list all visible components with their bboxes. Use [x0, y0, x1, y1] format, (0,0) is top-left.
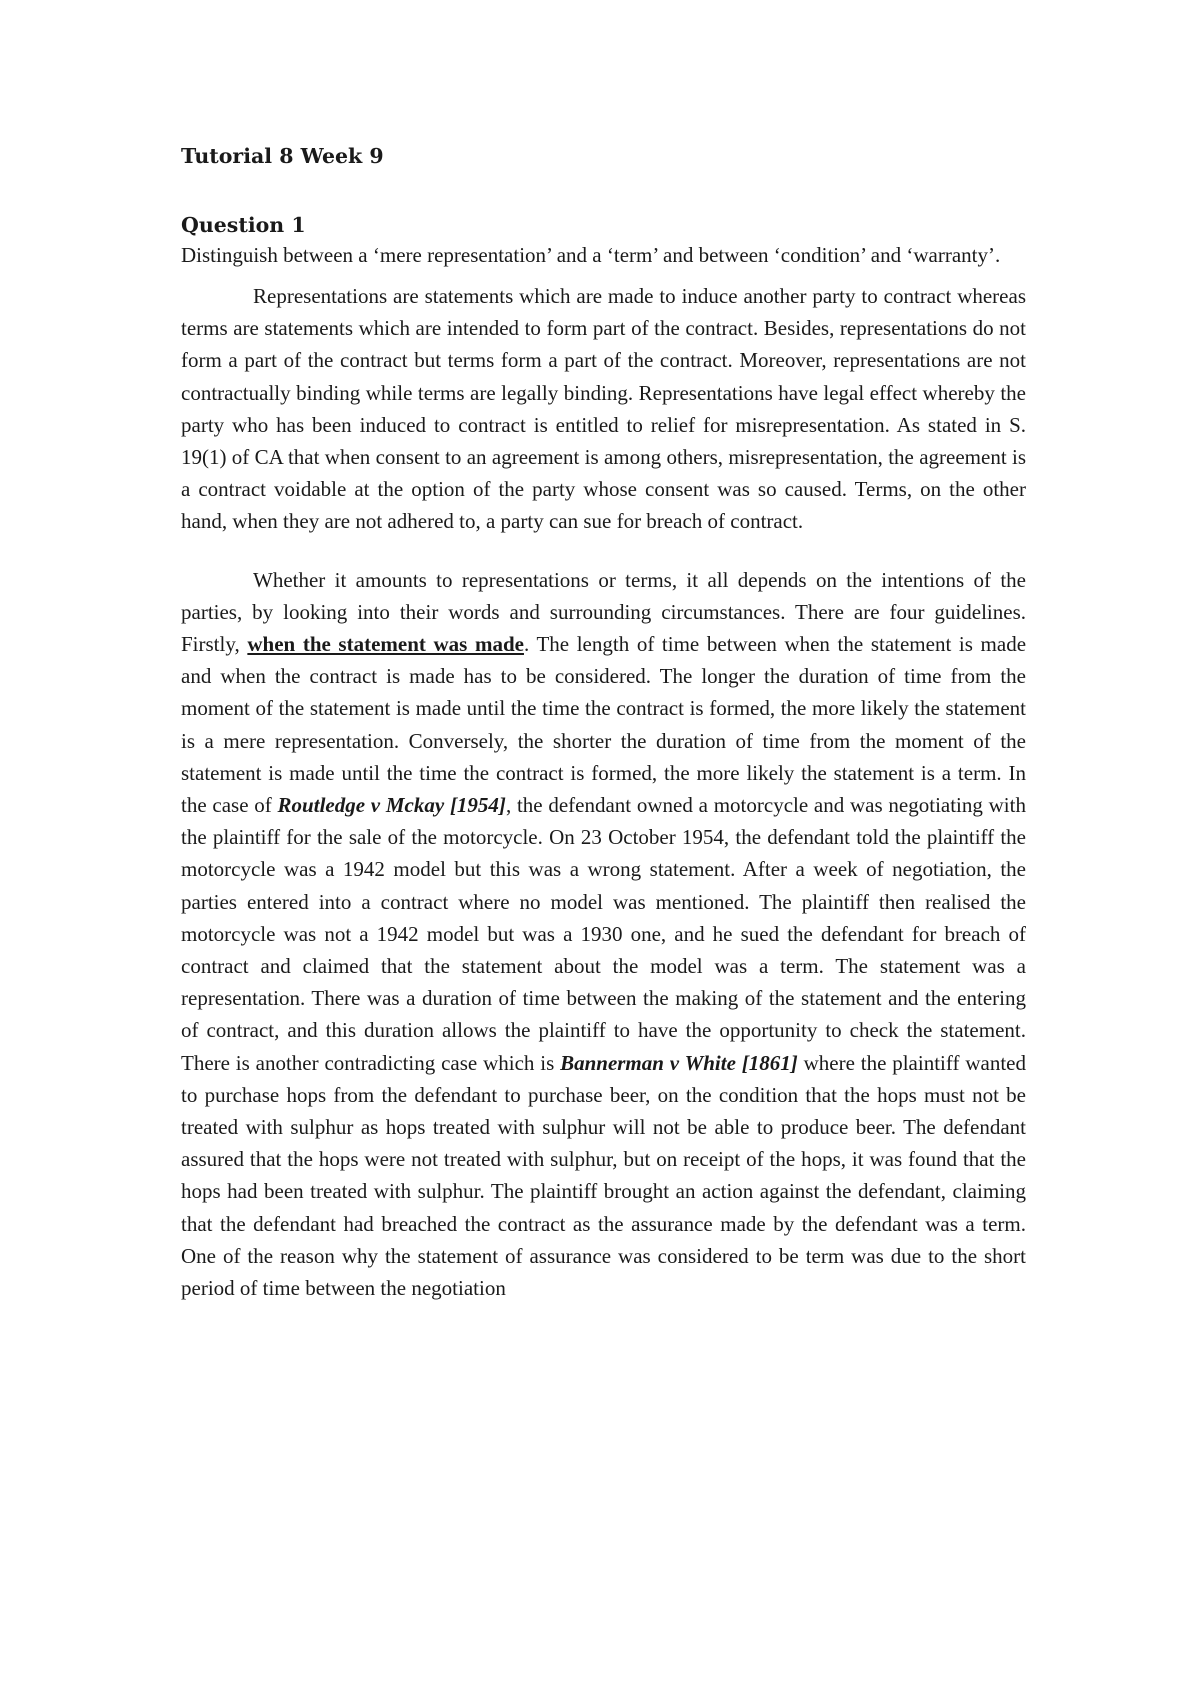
paragraph-guidelines — [181, 564, 1026, 1305]
question-heading: Question 1 — [181, 213, 306, 237]
guideline-heading: when the statement was made — [247, 632, 524, 657]
paragraph-text: . The length of time between when the statement is made and when the contract is made has to be considered. The longer the duration of time from the moment of the statement is made until the time the contract is formed, the more likely the statement is a mere representation. Conversely, the shorter the duration of time from the moment of the statement is made until the time the contract is formed, the more likely the statement is a term. In the case of — [181, 632, 1027, 818]
question-prompt: Distinguish between a ‘mere representation’ and a ‘term’ and between ‘condition’ and ‘warranty’. — [181, 243, 1001, 267]
page-title: Tutorial 8 Week 9 — [181, 144, 384, 168]
paragraph-text: where the plaintiff wanted to purchase hops from the defendant to purchase beer, on the condition that the hops must not be treated with sulphur as hops treated with sulphur will not be able to produce beer. The defendant assured that the hops were not treated with sulphur, but on receipt of the hops, it was found that the hops had been treated with sulphur. The plaintiff brought an action against the defendant, claiming that the defendant had breached the contract as the assurance made by the defendant was a term. One of the reason why the statement of assurance was considered to be term was due to the short period of time between the negotiation — [181, 1050, 1026, 1301]
paragraph-representations-vs-terms: Representations are statements which are made to induce another party to contract whereas terms are statements which are intended to form part of the contract. Besides, representations do not form a part of the contract but terms form a part of the contract. Moreover, representations are not contractually binding while terms are legally binding. Representations have legal effect whereby the party who has been induced to contract is entitled to relief for misrepresentation. As stated in S. 19(1) of CA that when consent to an agreement is among others, misrepresentation, the agreement is a contract voidable at the option of the party whose consent was so caused. Terms, on the other hand, when they are not adhered to, a party can sue for breach of contract. — [181, 284, 1026, 534]
paragraph-text: , the defendant owned a motorcycle and was negotiating with the plaintiff for the sale of the motorcycle. On 23 October 1954, the defendant told the plaintiff the motorcycle was a 1942 model but this was a wrong statement. After a week of negotiation, the parties entered into a contract where no model was mentioned. The plaintiff then realised the motorcycle was not a 1942 model but was a 1930 one, and he sued the defendant for breach of contract and claimed that the statement about the model was a term. The statement was a representation. There was a duration of time between the making of the statement and the entering of contract, and this duration allows the plaintiff to have the opportunity to check the statement. There is another contradicting case which is — [181, 793, 1026, 1075]
paragraph-text: Whether it amounts to representations or terms, it all depends on the intentions of the parties, by looking into their words and surrounding circumstances. There are four guidelines. Firstly, — [181, 567, 1026, 657]
case-citation: Bannerman v White [1861] — [560, 1050, 798, 1075]
document-page — [181, 140, 1026, 1304]
case-citation: Routledge v Mckay [1954] — [277, 793, 506, 818]
